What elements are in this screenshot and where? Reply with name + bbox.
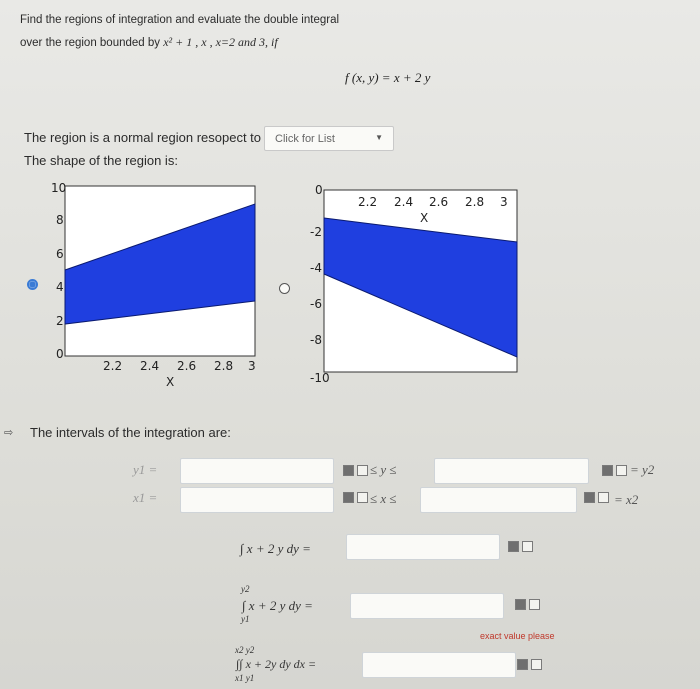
question-line-2-math: x² + 1 , x , x=2 and 3, if [163,35,278,49]
left-ytick-5: 0 [56,347,64,361]
chevron-down-icon: ▼ [375,133,383,142]
inner-integral-input[interactable] [346,534,500,560]
matrix-icon[interactable] [508,541,519,552]
double-icon-pair [517,659,542,670]
matrix-icon[interactable] [343,465,354,476]
left-xtick-4: 3 [248,359,256,373]
doc-icon[interactable] [531,659,542,670]
matrix-icon[interactable] [515,599,526,610]
double-integral-label: ∫∫ x + 2y dy dx = [236,657,317,671]
right-ytick-2: -4 [310,261,322,275]
right-region-graph[interactable] [312,182,527,392]
right-xlabel: X [420,211,429,225]
left-xtick-2: 2.6 [177,359,197,373]
x-inequality: ≤ x ≤ [370,491,397,506]
matrix-icon[interactable] [517,659,528,670]
matrix-icon[interactable] [584,492,595,503]
right-ytick-3: -6 [310,297,322,311]
y1-icon-pair [343,465,368,476]
y-lower-limit: y1 [241,614,250,624]
question-line-1: Find the regions of integration and evaluate the double integral [20,14,340,26]
left-region-graph[interactable] [48,178,268,393]
cursor-arrow-icon: ⇨ [4,427,14,439]
doc-icon[interactable] [357,492,368,503]
right-xtick-2: 2.6 [429,195,449,209]
y2-input[interactable] [434,458,589,484]
right-ytick-5: -10 [310,371,330,385]
left-ytick-4: 2 [56,314,64,328]
y-upper-limit: y2 [241,584,250,594]
x2-icon-pair [584,492,609,503]
right-xtick-3: 2.8 [465,195,485,209]
dropdown-value: Click for List [275,132,335,145]
right-xtick-1: 2.4 [394,195,414,209]
question-line-2 [20,35,278,50]
region-shape-label: The shape of the region is: [24,153,178,168]
region-type-dropdown[interactable] [264,126,394,151]
left-ytick-2: 6 [56,247,64,261]
question-line-2-text: over the region bounded by [20,37,164,49]
x2-input[interactable] [420,487,577,513]
x1-input[interactable] [180,487,334,513]
region-type-label: The region is a normal region resopect to [24,130,262,145]
function-definition: f (x, y) = x + 2 y [345,70,431,85]
shape-option-left-radio[interactable] [27,279,38,290]
right-ytick-4: -8 [310,333,322,347]
matrix-icon[interactable] [343,492,354,503]
left-xtick-0: 2.2 [103,359,123,373]
left-xtick-1: 2.4 [140,359,160,373]
exact-value-hint: exact value please [480,631,555,641]
doc-icon[interactable] [616,465,627,476]
left-ytick-0: 10 [51,181,67,195]
doc-icon[interactable] [598,492,609,503]
right-xtick-4: 3 [500,195,508,209]
inner-integral-label: ∫ x + 2 y dy = [240,541,311,556]
shape-option-right-radio[interactable] [279,283,290,294]
doc-icon[interactable] [529,599,540,610]
left-xtick-3: 2.8 [214,359,234,373]
definite-icon-pair [515,599,540,610]
right-ytick-0: 0 [315,183,323,197]
matrix-icon[interactable] [602,465,613,476]
inner-icon-pair [508,541,533,552]
y2-label: = y2 [630,462,655,477]
right-xtick-0: 2.2 [358,195,378,209]
doc-icon[interactable] [522,541,533,552]
definite-integral-input[interactable] [350,593,504,619]
intervals-label: The intervals of the integration are: [30,425,231,440]
left-xlabel: X [166,375,175,389]
x2-label: = x2 [614,492,639,507]
double-integral-input[interactable] [362,652,516,678]
x-upper-limits: x2 y2 [235,645,255,655]
x1-label: x1 = [133,490,158,505]
left-ytick-1: 8 [56,213,64,227]
y1-input[interactable] [180,458,334,484]
y-inequality: ≤ y ≤ [370,462,397,477]
definite-integral-label: ∫ x + 2 y dy = [242,598,313,613]
x1-icon-pair [343,492,368,503]
y1-label: y1 = [133,462,158,477]
right-ytick-1: -2 [310,225,322,239]
left-ytick-3: 4 [56,280,64,294]
x-lower-limits: x1 y1 [235,673,255,683]
doc-icon[interactable] [357,465,368,476]
y2-icon-pair [602,465,627,476]
